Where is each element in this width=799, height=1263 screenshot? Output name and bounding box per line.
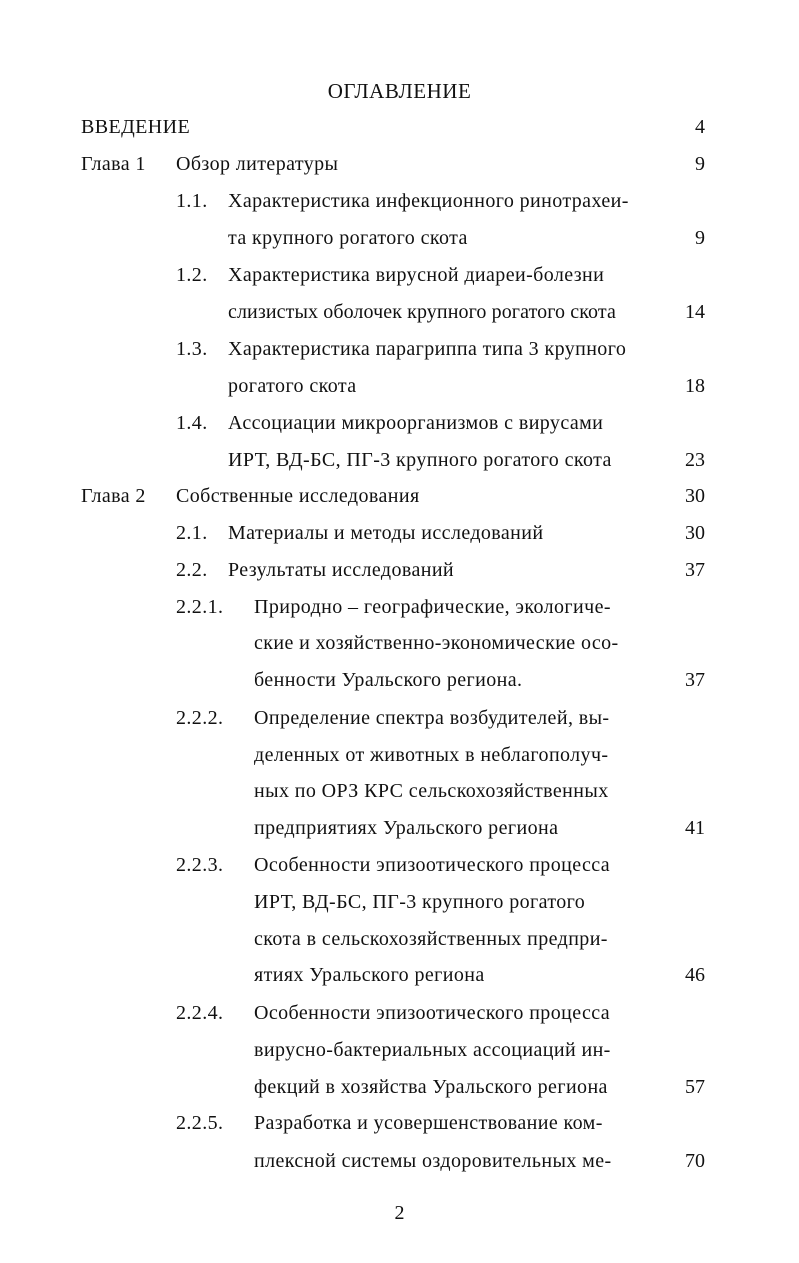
toc-s2-1-number: 2.1. <box>176 522 208 544</box>
toc-s1-2-line2: слизистых оболочек крупного рогатого скота <box>228 301 616 323</box>
toc-intro-label: ВВЕДЕНИЕ <box>81 116 191 138</box>
toc-s2-2-4-line1: Особенности эпизоотического процесса <box>254 1002 611 1024</box>
toc-s2-2-2-number: 2.2.2. <box>176 707 224 729</box>
toc-s2-2-2-line4: предприятиях Уральского региона <box>254 817 559 839</box>
toc-s1-1-page: 9 <box>695 227 705 249</box>
toc-s2-2-1-page: 37 <box>685 669 705 691</box>
toc-s1-4-line2: ИРТ, ВД-БС, ПГ-3 крупного рогатого скота <box>228 449 612 471</box>
toc-s2-2-4-line3: фекций в хозяйства Уральского региона <box>254 1076 608 1098</box>
toc-intro-page: 4 <box>695 116 705 138</box>
toc-s2-2-4-page: 57 <box>685 1076 705 1098</box>
toc-s2-1-page: 30 <box>685 522 705 544</box>
toc-ch1-title: Обзор литературы <box>176 153 339 175</box>
toc-s2-2-1-line1: Природно – географические, экологиче- <box>254 596 611 618</box>
page-title: ОГЛАВЛЕНИЕ <box>327 79 472 103</box>
toc-ch1-prefix: Глава 1 <box>81 153 146 175</box>
toc-s2-2-3-line3: скота в сельскохозяйственных предпри- <box>254 928 608 950</box>
toc-s2-2-number: 2.2. <box>176 559 208 581</box>
toc-s2-2-2-line1: Определение спектра возбудителей, вы- <box>254 707 610 729</box>
page-number: 2 <box>394 1202 405 1224</box>
toc-s2-2-page: 37 <box>685 559 705 581</box>
toc-s1-2-number: 1.2. <box>176 264 208 286</box>
toc-s2-2-1-number: 2.2.1. <box>176 596 224 618</box>
toc-ch1-page: 9 <box>695 153 705 175</box>
toc-s1-3-page: 18 <box>685 375 705 397</box>
toc-s2-2-3-number: 2.2.3. <box>176 854 224 876</box>
toc-s1-4-page: 23 <box>685 449 705 471</box>
toc-s2-2-5-page: 70 <box>685 1150 705 1172</box>
toc-s2-2-3-line1: Особенности эпизоотического процесса <box>254 854 611 876</box>
toc-s1-2-line1: Характеристика вирусной диареи-болезни <box>228 264 605 286</box>
toc-s1-2-page: 14 <box>685 301 705 323</box>
toc-s1-3-line1: Характеристика парагриппа типа 3 крупного <box>228 338 627 360</box>
toc-s2-2-2-line2: деленных от животных в неблагополуч- <box>254 744 609 766</box>
toc-ch2-title: Собственные исследования <box>176 485 420 507</box>
toc-s2-2-5-number: 2.2.5. <box>176 1112 224 1134</box>
toc-s2-2-3-line2: ИРТ, ВД-БС, ПГ-3 крупного рогатого <box>254 891 586 913</box>
toc-s2-2-4-number: 2.2.4. <box>176 1002 224 1024</box>
toc-s2-2-5-line1: Разработка и усовершенствование ком- <box>254 1112 603 1134</box>
toc-s1-1-line2: та крупного рогатого скота <box>228 227 468 249</box>
toc-ch2-page: 30 <box>685 485 705 507</box>
toc-ch2-prefix: Глава 2 <box>81 485 146 507</box>
toc-s2-2-1-line2: ские и хозяйственно-экономические осо- <box>254 632 619 654</box>
toc-s2-1-line1: Материалы и методы исследований <box>228 522 544 544</box>
toc-s2-2-3-page: 46 <box>685 964 705 986</box>
toc-s1-4-number: 1.4. <box>176 412 208 434</box>
toc-s2-2-2-page: 41 <box>685 817 705 839</box>
toc-s1-4-line1: Ассоциации микроорганизмов с вирусами <box>228 412 604 434</box>
toc-s2-2-4-line2: вирусно-бактериальных ассоциаций ин- <box>254 1039 611 1061</box>
toc-s1-3-line2: рогатого скота <box>228 375 357 397</box>
toc-s1-1-line1: Характеристика инфекционного ринотрахеи- <box>228 190 629 212</box>
toc-s2-2-2-line3: ных по ОРЗ КРС сельскохозяйственных <box>254 780 609 802</box>
toc-s1-3-number: 1.3. <box>176 338 208 360</box>
toc-s1-1-number: 1.1. <box>176 190 208 212</box>
toc-s2-2-line1: Результаты исследований <box>228 559 455 581</box>
toc-s2-2-1-line3: бенности Уральского региона. <box>254 669 523 691</box>
toc-s2-2-5-line2: плексной системы оздоровительных ме- <box>254 1150 612 1172</box>
toc-s2-2-3-line4: ятиях Уральского региона <box>254 964 485 986</box>
